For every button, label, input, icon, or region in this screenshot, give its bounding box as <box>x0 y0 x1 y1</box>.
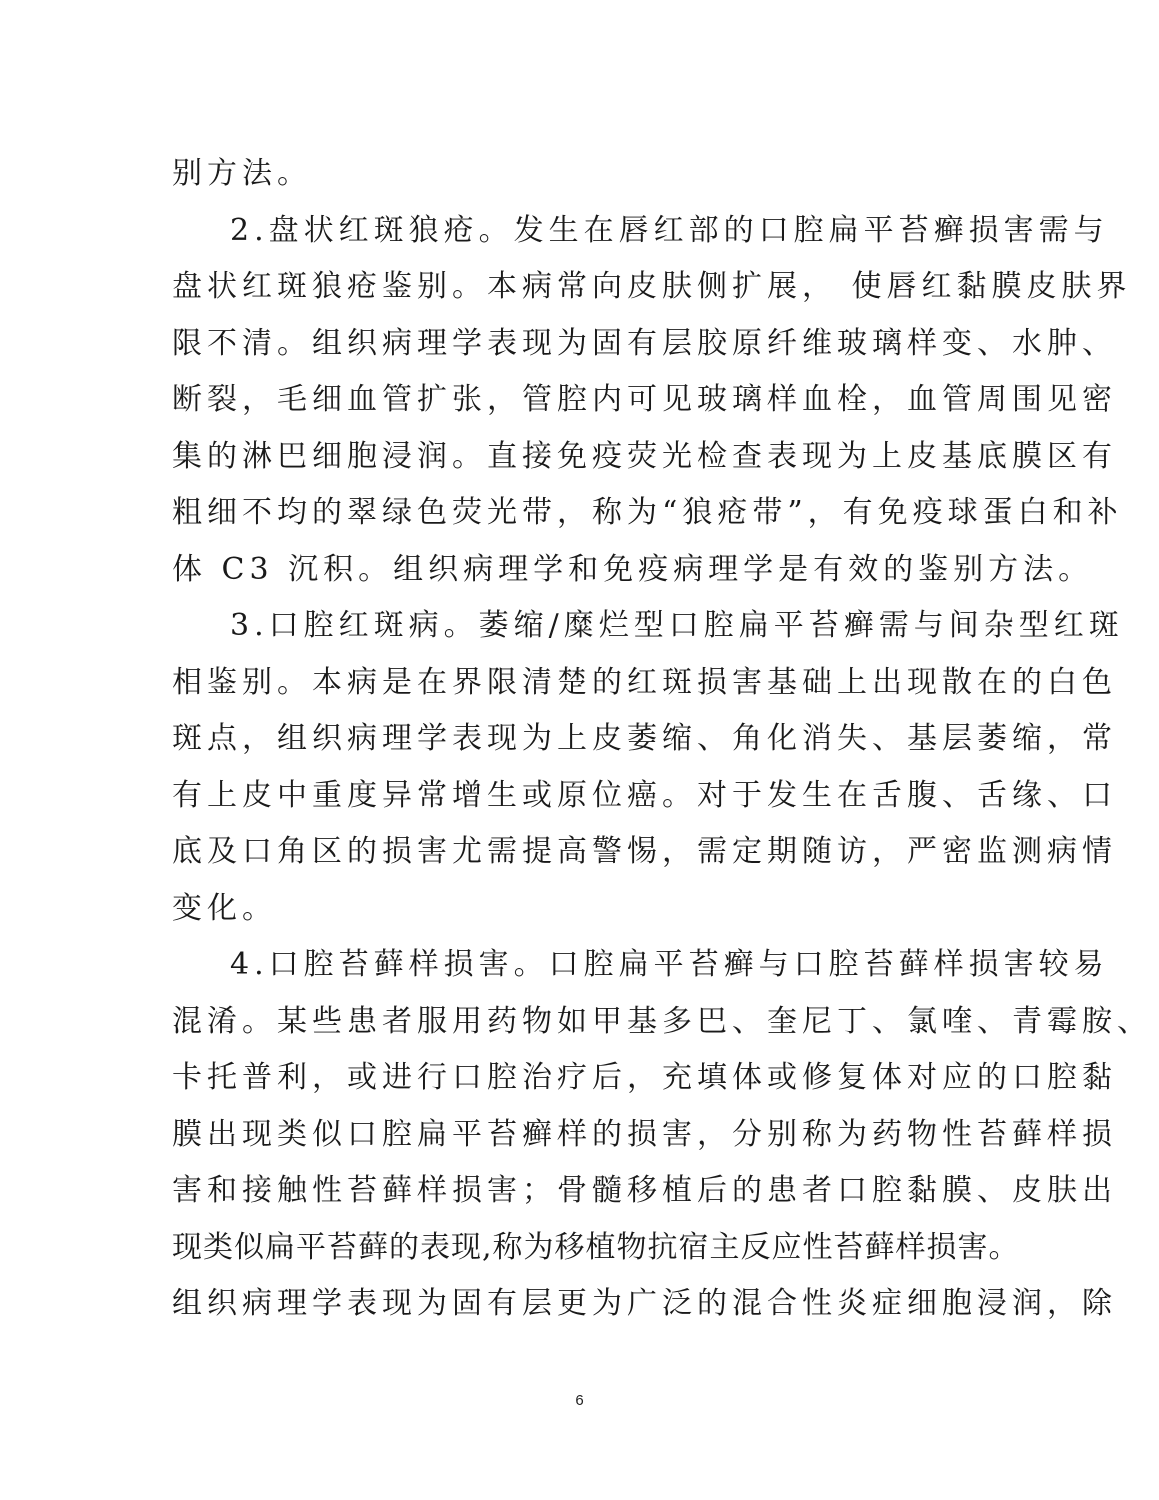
text-line: 变化。 <box>172 891 277 926</box>
text-line: 盘状红斑狼疮鉴别。本病常向皮肤侧扩展， 使唇红黏膜皮肤界 <box>172 269 1132 304</box>
text-line: 限不清。组织病理学表现为固有层胶原纤维玻璃样变、水肿、 <box>172 326 1117 361</box>
text-line: 膜出现类似口腔扁平苔癣样的损害，分别称为药物性苔藓样损 <box>172 1117 1117 1152</box>
text-line: 混淆。某些患者服用药物如甲基多巴、奎尼丁、氯喹、青霉胺、 <box>172 1004 1152 1039</box>
page-number: 6 <box>575 1392 584 1409</box>
text-line: 相鉴别。本病是在界限清楚的红斑损害基础上出现散在的白色 <box>172 665 1117 700</box>
text-line: 有上皮中重度异常增生或原位癌。对于发生在舌腹、舌缘、口 <box>172 778 1117 813</box>
text-line: 3.口腔红斑病。萎缩/糜烂型口腔扁平苔癣需与间杂型红斑 <box>230 608 1124 643</box>
text-line: 组织病理学表现为固有层更为广泛的混合性炎症细胞浸润，除 <box>172 1286 1117 1321</box>
text-line: 4.口腔苔藓样损害。口腔扁平苔癣与口腔苔藓样损害较易 <box>230 947 1109 982</box>
text-line: 卡托普利，或进行口腔治疗后，充填体或修复体对应的口腔黏 <box>172 1060 1117 1095</box>
text-line: 粗细不均的翠绿色荧光带，称为“狼疮带”，有免疫球蛋白和补 <box>172 495 1123 530</box>
text-line: 别方法。 <box>172 156 312 191</box>
text-line: 害和接触性苔藓样损害；骨髓移植后的患者口腔黏膜、皮肤出 <box>172 1173 1117 1208</box>
text-line: 体 C3 沉积。组织病理学和免疫病理学是有效的鉴别方法。 <box>172 552 1094 587</box>
text-line: 底及口角区的损害尤需提高警惕，需定期随访，严密监测病情 <box>172 834 1117 869</box>
text-line: 断裂，毛细血管扩张，管腔内可见玻璃样血栓，血管周围见密 <box>172 382 1117 417</box>
text-line: 现类似扁平苔藓的表现,称为移植物抗宿主反应性苔藓样损害。 <box>172 1230 1020 1265</box>
text-line: 2.盘状红斑狼疮。发生在唇红部的口腔扁平苔癣损害需与 <box>230 213 1109 248</box>
text-line: 集的淋巴细胞浸润。直接免疫荧光检查表现为上皮基底膜区有 <box>172 439 1117 474</box>
text-line: 斑点，组织病理学表现为上皮萎缩、角化消失、基层萎缩，常 <box>172 721 1117 756</box>
